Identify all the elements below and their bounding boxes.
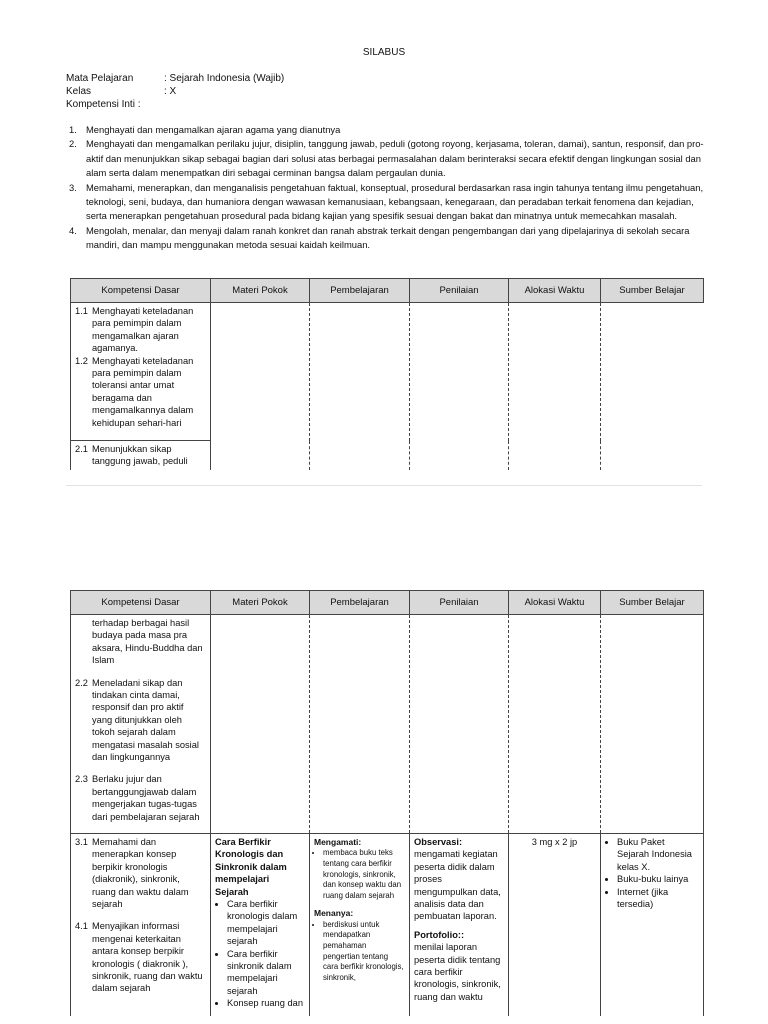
pembelajaran-heading: Mengamati: <box>314 837 362 847</box>
kd-cell <box>71 615 211 834</box>
kd-cell <box>71 441 211 470</box>
col-header: Materi Pokok <box>211 279 310 303</box>
table-row <box>71 615 704 834</box>
list-item: • Internet (jika tersedia) <box>617 886 699 911</box>
materi-cell <box>211 303 310 470</box>
kd-item: 4.1 Menyajikan informasi mengenai keterkaitan antara konsep berpikir kronologis ( diakronik ), sinkronik, ruang dan waktu dalam sejarah <box>75 921 203 994</box>
kd-item: 3.1 Memahami dan menerapkan konsep berpikir kronologis (diakronik), sinkronik, ruang dan waktu dalam sejarah <box>75 837 189 910</box>
pembelajaran-list <box>314 920 405 984</box>
col-header: Penilaian <box>410 591 509 615</box>
penilaian-text: mengamati kegiatan peserta didik dalam proses mengumpulkan data, analisis data dan pembuatan laporan. <box>414 849 501 922</box>
list-item: • Cara berfikir sinkronik dalam mempelajari sejarah <box>227 948 305 998</box>
meta-key: Kelas <box>66 86 92 97</box>
kd-item: 2.2 Meneladani sikap dan tindakan cinta damai, responsif dan pro aktif yang ditunjukkan oleh tokoh sejarah dalam mengatasi masalah sosial dan lingkungannya <box>75 677 199 763</box>
syllabus-table-page2 <box>70 590 704 1016</box>
table-row <box>71 303 704 441</box>
document-title: SILABUS <box>362 47 406 58</box>
list-item: • Konsep ruang dan <box>227 997 305 1009</box>
ki-item: 3. Memahami, menerapkan, dan menganalisis pengetahuan faktual, konseptual, prosedural berdasarkan rasa ingin tahunya tentang ilmu pengetahuan, teknologi, seni, budaya, dan humaniora dengan wawasan kemanusiaan, kebangsaan, kenegaraan, dan peradaban terkait fenomena dan kejadian, serta menerapkan pengetahuan prosedural pada bidang kajian yang spesifik sesuai dengan bakat dan minatnya untuk memecahkan masalah. <box>69 181 704 222</box>
alokasi-cell <box>509 615 601 834</box>
list-item: • membaca buku teks tentang cara berfikir kronologis, sinkronik, dan konsep waktu dan ruang dalam sejarah <box>323 848 405 901</box>
meta-key: Kompetensi Inti : <box>66 99 141 110</box>
col-header: Kompetensi Dasar <box>71 279 211 303</box>
pembelajaran-cell <box>310 303 410 470</box>
col-header: Materi Pokok <box>211 591 310 615</box>
penilaian-cell <box>410 615 509 834</box>
col-header: Kompetensi Dasar <box>71 591 211 615</box>
penilaian-cell <box>410 834 509 1017</box>
list-item: • Buku Paket Sejarah Indonesia kelas X. <box>617 836 699 873</box>
meta-row-subject <box>66 73 284 84</box>
materi-cell <box>211 834 310 1017</box>
list-item: • Buku-buku lainya <box>617 873 699 885</box>
table-row <box>71 834 704 1017</box>
list-item: • berdiskusi untuk mendapatkan pemahaman pengertian tentang cara berfikir kronologis, sinkronik, <box>323 920 405 984</box>
penilaian-text: menilai laporan peserta didik tentang cara berfikir kronologis, sinkronik, ruang dan waktu <box>414 942 501 1002</box>
sumber-list <box>605 836 699 910</box>
kompetensi-inti-list <box>66 123 706 253</box>
materi-heading: Cara Berfikir Kronologis dan Sinkronik dalam mempelajari Sejarah <box>215 837 287 897</box>
col-header: Sumber Belajar <box>601 591 704 615</box>
col-header: Penilaian <box>410 279 509 303</box>
ki-item: 1. Menghayati dan mengamalkan ajaran agama yang dianutnya <box>69 124 341 135</box>
alokasi-cell <box>509 303 601 470</box>
list-item: • Cara berfikir kronologis dalam mempelajari sejarah <box>227 898 305 948</box>
penilaian-cell <box>410 303 509 470</box>
ki-item: 4. Mengolah, menalar, dan menyaji dalam ranah konkret dan ranah abstrak terkait dengan pengembangan dari yang dipelajarinya di sekolah secara mandiri, dan mampu menggunakan metoda sesuai kaidah keilmuan. <box>69 224 690 251</box>
alokasi-value: 3 mg x 2 jp <box>531 837 578 847</box>
pembelajaran-list <box>314 848 405 901</box>
table-header-row <box>71 279 704 303</box>
kd-item: 2.3 Berlaku jujur dan bertanggungjawab dalam mengerjakan tugas-tugas dari pembelajaran sejarah <box>75 774 200 822</box>
pembelajaran-cell <box>310 615 410 834</box>
page-divider <box>66 485 702 486</box>
sumber-cell <box>601 615 704 834</box>
sumber-cell <box>601 303 704 470</box>
penilaian-heading: Observasi: <box>414 837 463 847</box>
col-header: Alokasi Waktu <box>509 591 601 615</box>
kd-item: 1.1 Menghayati keteladanan para pemimpin dalam mengamalkan ajaran agamanya. <box>75 306 194 354</box>
col-header: Alokasi Waktu <box>509 279 601 303</box>
kd-item: 1.2 Menghayati keteladanan para pemimpin dalam toleransi antar umat beragama dan mengamalkannya dalam kehidupan sehari-hari <box>75 355 194 428</box>
meta-key: Mata Pelajaran <box>66 73 134 84</box>
pembelajaran-heading: Menanya: <box>314 908 354 919</box>
col-header: Pembelajaran <box>310 279 410 303</box>
kd-item: terhadap berbagai hasil budaya pada masa pra aksara, Hindu-Buddha dan Islam <box>92 618 203 666</box>
meta-value: : X <box>164 86 177 97</box>
penilaian-heading: Portofolio:: <box>414 929 465 940</box>
kd-item: 2.1 Menunjukkan sikap tanggung jawab, peduli <box>75 444 188 467</box>
table-header-row <box>71 591 704 615</box>
meta-row-class <box>66 86 176 97</box>
materi-cell <box>211 615 310 834</box>
meta-value: : Sejarah Indonesia (Wajib) <box>164 73 285 84</box>
sumber-cell <box>601 834 704 1017</box>
kd-cell <box>71 834 211 1017</box>
col-header: Pembelajaran <box>310 591 410 615</box>
meta-row-ki <box>66 99 140 110</box>
alokasi-cell <box>509 834 601 1017</box>
col-header: Sumber Belajar <box>601 279 704 303</box>
pembelajaran-cell <box>310 834 410 1017</box>
materi-list <box>215 898 305 1010</box>
syllabus-table-page1 <box>70 278 704 470</box>
kd-cell <box>71 303 211 441</box>
ki-item: 2. Menghayati dan mengamalkan perilaku jujur, disiplin, tanggung jawab, peduli (gotong royong, kerjasama, toleran, damai), santun, responsif, dan pro-aktif dan menunjukkan sikap sebagai bagian dari solusi atas berbagai permasalahan dalam berinteraksi secara efektif dengan lingkungan sosial dan alam serta dalam menempatkan diri sebagai cerminan bangsa dalam pergaulan dunia. <box>69 138 704 179</box>
